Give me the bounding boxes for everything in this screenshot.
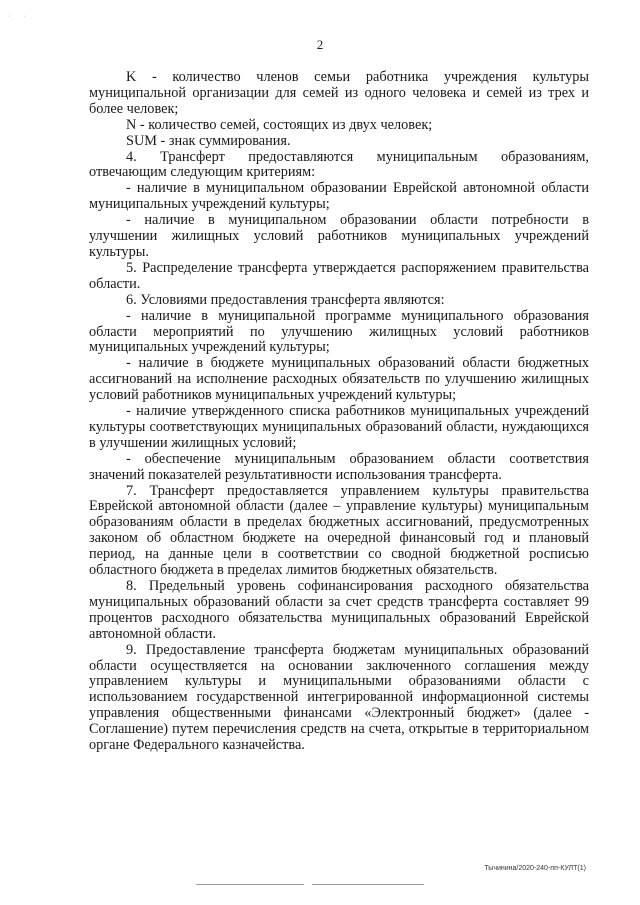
paragraph-criterion-1: - наличие в муниципальном образовании Еврейской автономной области муниципальных учреждений культуры;: [89, 180, 589, 213]
paragraph-criterion-2: - наличие в муниципальном образовании области потребности в улучшении жилищных условий работников муниципальных учреждений культуры.: [89, 212, 589, 260]
paragraph-item-8: 8. Предельный уровень софинансирования расходного обязательства муниципальных образований области за счет средств трансферта составляет 99 процентов расходного обязательства муниципальных образований Еврейской автономной области.: [89, 578, 589, 642]
paragraph-item-9: 9. Предоставление трансферта бюджетам муниципальных образований области осуществляется на основании заключенного соглашения между управлением культуры и муниципальными образованиями области с использованием государственной интегрированной информационной системы управления общественными финансами «Электронный бюджет» (далее - Соглашение) путем перечисления средств на счета, открытые в территориальном органе Федерального казначейства.: [89, 641, 589, 754]
paragraph-item-6: 6. Условиями предоставления трансферта являются:: [126, 291, 445, 308]
paragraph-k-definition: K - количество членов семьи работника учреждения культуры муниципальной организации для семей из одного человека и семей из трех и более человек;: [89, 69, 589, 117]
paragraph-item-4: 4. Трансферт предоставляются муниципальным образованиям, отвечающим следующим критериям:: [89, 148, 589, 181]
paragraph-item-5: 5. Распределение трансферта утверждается распоряжением правительства области.: [89, 259, 589, 292]
paragraph-n-definition: N - количество семей, состоящих из двух человек;: [126, 116, 433, 133]
bottom-divider-left: [196, 884, 304, 885]
paragraph-condition-2: - наличие в бюджете муниципальных образований области бюджетных ассигнований на исполнение расходных обязательств по улучшению жилищных условий работников муниципальных учреждений культуры;: [89, 355, 589, 404]
paragraph-condition-1: - наличие в муниципальной программе муниципального образования области мероприятий по улучшению жилищных условий работников муниципальных учреждений культуры;: [89, 307, 589, 356]
paragraph-item-7: 7. Трансферт предоставляется управлением культуры правительства Еврейской автономной области (далее – управление культуры) муниципальным образованиям области в пределах бюджетных ассигнований, предусмотренных законом об областном бюджете на очередной финансовый год и плановый период, на данные цели в соответствии со сводной бюджетной росписью областного бюджета в пределах лимитов бюджетных обязательств.: [89, 482, 589, 579]
paragraph-sum-definition: SUM - знак суммирования.: [126, 132, 291, 149]
footer-document-code: Тычинина/2020-240-пп-КУЛТ(1): [484, 865, 586, 872]
document-body: [89, 70, 589, 754]
scan-mark: · ·: [8, 14, 32, 20]
paragraph-condition-4: - обеспечение муниципальным образованием области соответствия значений показателей результативности использования трансферта.: [89, 450, 589, 483]
page-number: 2: [316, 37, 324, 52]
bottom-divider-right: [312, 884, 424, 885]
paragraph-condition-3: - наличие утвержденного списка работников муниципальных учреждений культуры соответствующих муниципальных образований области, нуждающихся в улучшении жилищных условий;: [89, 403, 589, 451]
